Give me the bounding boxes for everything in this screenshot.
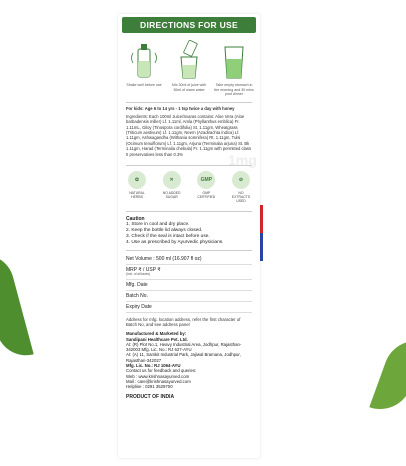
- address-note: Address for mfg. location address, refer the first character of Batch No, and see address panel: [126, 316, 241, 327]
- mrp-sub: (Incl. of all taxes): [126, 271, 151, 276]
- contact-helpline: Helpline : 0291 3529700: [126, 384, 173, 390]
- no-extract-icon: ⊘: [232, 171, 250, 189]
- batch-row: [126, 291, 252, 302]
- mfg-address-r: At: (R) Plot No.1, Heavy Industrial Area, Jodhpur, Rajasthan-342003 Mfg. Lic. No.: RJ 627-AYU: [126, 341, 242, 353]
- caution-line: 4. Use as prescribed by Ayurvedic physicians.: [126, 239, 224, 245]
- product-fields: [126, 250, 252, 313]
- badge-label: NATURAL HERBS: [129, 191, 145, 200]
- directions-steps: [124, 39, 254, 97]
- label-panel: [118, 14, 260, 458]
- mrp-label: MRP ₹ / USP ₹: [126, 266, 161, 273]
- leaf-decoration-left: [0, 248, 34, 362]
- step-drink: [214, 39, 254, 97]
- badge-label: GMP CERTIFIED: [197, 191, 216, 200]
- mfg-date-row: [126, 280, 252, 291]
- badge-label: NO ADDED SUGAR: [162, 191, 181, 200]
- net-volume-text: Net Volume : 500 ml (16.907 fl oz): [126, 255, 202, 262]
- herb-icon: ✿: [128, 171, 146, 189]
- badge-no-sugar: [161, 171, 183, 204]
- badge-no-extracts: [230, 171, 252, 204]
- mfg-date-label: Mfg. Date: [126, 281, 148, 288]
- leaf-decoration-right: [369, 332, 406, 418]
- mfg-company: Sandipani Healthcare Pvt. Ltd.: [126, 336, 188, 342]
- badge-label: NO EXTRACTS USED: [231, 191, 251, 204]
- net-volume: [126, 254, 252, 265]
- ingredients-text: Ingredients: Each 100ml Juice/Svaras contains: Aloe Vera (Aloe barbadensis miller) Lf. 1.11ml, Amla (Phyllanthus emblica) Fr. 1.11mL, Giloy (Tinospora cordifolia) St. 1.11gm, Wheatgrass (Triticum aestivum) Lf. 1.11gm, Neem (Azadirachta indica) Lf. 1.11gm, Ashwagandha (Withania somnifera) Rt. 1.11gm, Tulsi (Ocimum tenuiflorum) Lf. 1.11gm, Arjuna (Terminalia arjuna) St. Bk 1.11gm, Harad (Terminalia chebula) Fr. 1.11gm with permitted class II preservatives less than 0.3%: [126, 113, 252, 157]
- caution-title: Caution: [126, 215, 145, 222]
- mixing-icon: [174, 39, 204, 81]
- caution-line: 1. Store in cool and dry place.: [126, 221, 190, 227]
- badge-natural-herbs: [126, 171, 148, 204]
- step-mix: [169, 39, 209, 97]
- step-shake: [124, 39, 164, 97]
- bottle-icon: [129, 39, 159, 81]
- no-sugar-icon: ✕: [163, 171, 181, 189]
- mfg-heading: Manufactured & Marketed by:: [126, 331, 187, 337]
- expiry-label: Expiry Date: [126, 303, 152, 310]
- feature-badges: [126, 165, 252, 204]
- contact-web: Web : www.krishnasayurved.com: [126, 373, 190, 379]
- step-caption: Mix 30ml of juice with 30ml of warm water: [171, 83, 207, 92]
- watermark: 1mg: [228, 152, 257, 168]
- contact-mail: Mail : care@krishnasayurved.com: [126, 378, 191, 384]
- gmp-icon: GMP: [197, 171, 215, 189]
- mrp-row: [126, 265, 252, 280]
- manufacturer-info: [126, 331, 252, 389]
- expiry-row: [126, 302, 252, 313]
- contact-heading: Contact us for feedback and queries:: [126, 368, 197, 374]
- kids-dosage: For kids: Age 6 to 14 yrs - 1 tsp twice a day with honey: [126, 102, 252, 111]
- directions-header: DIRECTIONS FOR USE: [122, 17, 256, 33]
- product-of: PRODUCT OF INDIA: [126, 393, 175, 400]
- mfg-address-a: At: (A) 11, Samkit Industrial Park, Jajiwal Bramana, Jodhpur, Rajasthan-342027: [126, 352, 241, 363]
- caution-section: [126, 211, 252, 246]
- step-caption: Shake well before use: [126, 83, 162, 87]
- glass-icon: [219, 39, 249, 81]
- mfg-licence: Mfg. Lic. No.: RJ 1064-AYU: [126, 363, 181, 369]
- badge-gmp: [195, 171, 217, 204]
- caution-line: 2. Keep the bottle lid always closed.: [126, 227, 203, 233]
- batch-label: Batch No.: [126, 292, 148, 299]
- step-caption: Take empty stomach in the morning and 30 mins post dinner: [214, 83, 254, 97]
- caution-line: 3. Check if the seal is intact before use.: [126, 233, 210, 239]
